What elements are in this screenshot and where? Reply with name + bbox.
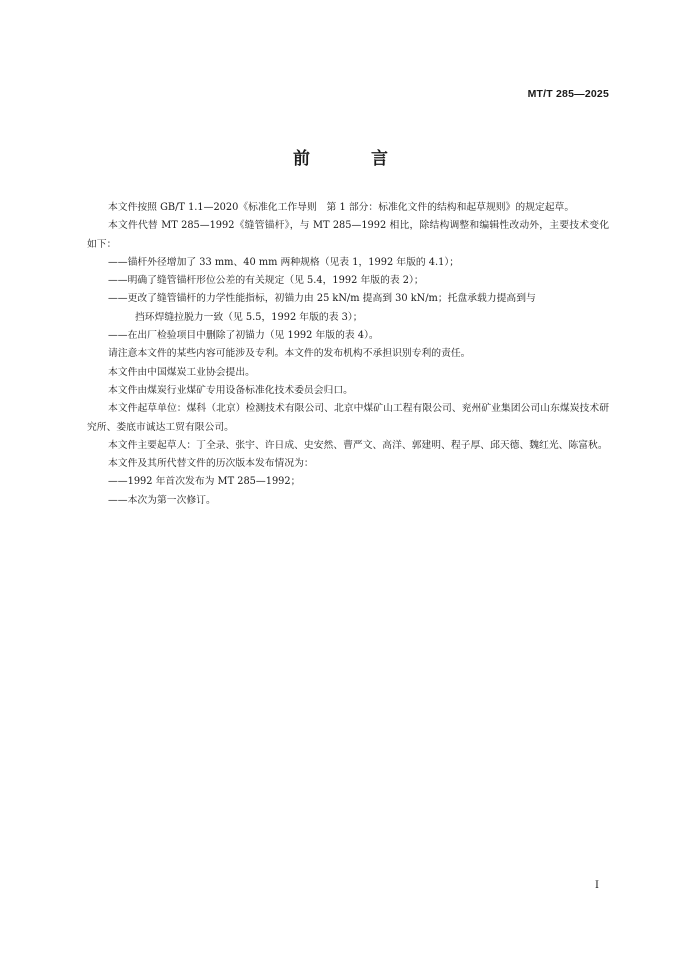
paragraph-replacement: 本文件代替 MT 285—1992《缝管锚杆》，与 MT 285—1992 相比，除结构调整和编辑性改动外，主要技术变化如下：	[87, 220, 609, 250]
paragraph-drafting-units: 本文件起草单位：煤科（北京）检测技术有限公司、北京中煤矿山工程有限公司、兖州矿业集团公司山东煤炭技术研究所、娄底市诚达工贸有限公司。	[87, 403, 609, 433]
change-item-mechanical: ——更改了缝管锚杆的力学性能指标，初锚力由 25 kN/m 提高到 30 kN/m；托盘承载力提高到与	[108, 293, 536, 305]
change-item-diameter: ——锚杆外径增加了 33 mm、40 mm 两种规格（见表 1，1992 年版的 4.1）；	[108, 256, 460, 268]
change-item-tolerance: ——明确了缝管锚杆形位公差的有关规定（见 5.4，1992 年版的表 2）；	[108, 275, 424, 287]
paragraph-committee: 本文件由煤炭行业煤矿专用设备标准化技术委员会归口。	[108, 384, 353, 396]
change-item-mechanical-cont: 挡环焊缝拉脱力一致（见 5.5，1992 年版的表 3）；	[135, 311, 363, 323]
document-code: MT/T 285—2025	[527, 88, 609, 100]
page-number: I	[595, 880, 599, 891]
change-item-inspection: ——在出厂检验项目中删除了初锚力（见 1992 年版的表 4）。	[108, 330, 379, 342]
paragraph-history: 本文件及其所代替文件的历次版本发布情况为：	[108, 458, 314, 470]
foreword-body	[87, 199, 609, 510]
paragraph-drafters: 本文件主要起草人：丁全录、张宇、许日成、史安然、曹严文、高洋、郭建明、程子厚、邱天德、魏红光、陈富秋。	[108, 439, 608, 451]
paragraph-drafting-rules: 本文件按照 GB/T 1.1—2020《标准化工作导则 第 1 部分：标准化文件的结构和起草规则》的规定起草。	[108, 202, 575, 213]
paragraph-proposer: 本文件由中国煤炭工业协会提出。	[108, 366, 255, 378]
paragraph-patent: 请注意本文件的某些内容可能涉及专利。本文件的发布机构不承担识别专利的责任。	[108, 348, 471, 360]
page-title: 前 言	[293, 149, 410, 169]
history-item-revision: ——本次为第一次修订。	[108, 494, 216, 506]
history-item-first: ——1992 年首次发布为 MT 285—1992；	[108, 476, 301, 488]
